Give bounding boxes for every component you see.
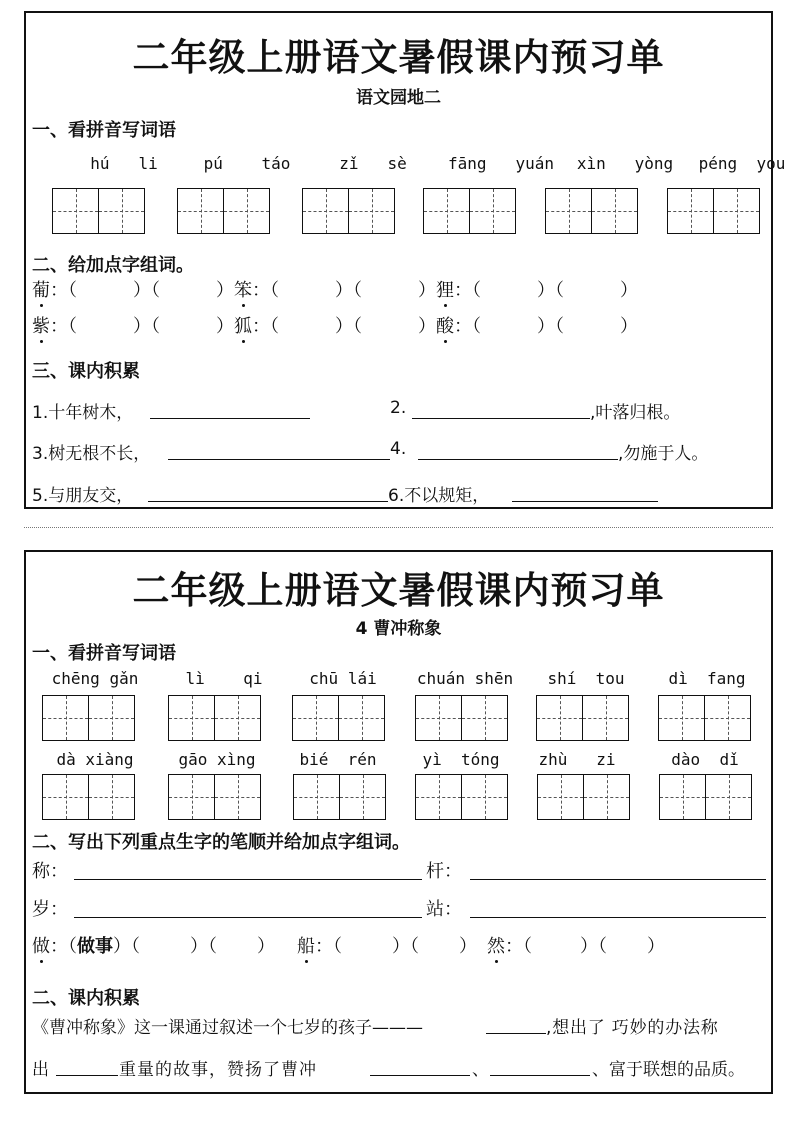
pinyin-label: fāng yuán [448,154,554,173]
section-heading-pinyin: 一、看拼音写词语 [32,120,176,141]
pinyin-label: hú li [90,154,158,173]
section-heading-words: 二、给加点字组词。 [32,255,194,276]
answer-blank[interactable] [150,417,310,419]
dotted-character: 狐 [234,312,252,338]
question-4-number: 4. [390,439,407,459]
answer-blank[interactable] [470,916,766,918]
answer-blank[interactable] [74,878,422,880]
paragraph-separator: 、 [472,1060,489,1080]
dotted-character: 做 [32,932,50,958]
writing-box[interactable] [536,695,629,741]
answer-blank[interactable] [486,1032,546,1034]
dotted-character: 然 [487,932,505,958]
section-heading-accumulation: 三、课内积累 [32,361,140,382]
question-5: 5.与朋友交， [32,486,134,506]
writing-box[interactable] [415,774,508,820]
writing-box[interactable] [42,774,135,820]
writing-box[interactable] [168,774,261,820]
stroke-char-label: 杆： [426,861,462,882]
worksheet-title: 二年级上册语文暑假课内预习单 [132,568,665,612]
cut-line-divider [24,527,773,528]
word-building-row: 葡：（ ）（ ）笨：（ ）（ ）狸：（ ）（ ） [32,276,638,302]
example-answer: 做事 [77,936,113,957]
answer-blank[interactable] [490,1074,590,1076]
dotted-character: 狸 [436,276,454,302]
pinyin-label: dì fang [668,669,746,688]
answer-blank[interactable] [418,458,618,460]
section-heading-pinyin: 一、看拼音写词语 [32,643,176,664]
paragraph-line-2-end: 、富于联想的品质。 [592,1060,745,1080]
pinyin-label: péng you [698,154,786,173]
pinyin-label: yì tóng [422,750,500,769]
worksheet-subtitle: 语文园地二 [356,88,441,108]
dotted-character: 酸 [436,312,454,338]
writing-box[interactable] [293,774,386,820]
question-4-text: ,勿施于人。 [618,444,709,464]
question-2-number: 2. [390,398,407,418]
dotted-character: 紫 [32,312,50,338]
word-building-row: 紫：（ ）（ ）狐：（ ）（ ）酸：（ ）（ ） [32,312,638,338]
question-2-text: ,叶落归根。 [590,403,681,423]
writing-box[interactable] [659,774,752,820]
worksheet-card-2 [24,550,773,1094]
pinyin-label: pú táo [203,154,291,173]
pinyin-label: dà xiàng [56,750,134,769]
writing-box[interactable] [423,188,516,234]
dotted-character: 船 [297,932,315,958]
writing-box[interactable] [292,695,385,741]
worksheet-title: 二年级上册语文暑假课内预习单 [132,35,665,79]
answer-blank[interactable] [56,1074,118,1076]
worksheet-subtitle: 4 曹冲称象 [355,619,442,639]
stroke-char-label: 站： [426,899,462,920]
pinyin-label: chēng gǎn [51,669,139,688]
worksheet-card-1 [24,11,786,509]
pinyin-label: zǐ sè [339,154,407,173]
answer-blank[interactable] [412,417,590,419]
writing-box[interactable] [667,188,760,234]
dotted-character: 葡 [32,276,50,302]
stroke-char-label: 岁： [32,899,68,920]
pinyin-label: zhù zi [538,750,616,769]
pinyin-label: chū lái [309,669,377,688]
section-heading-accumulation: 二、课内积累 [32,988,140,1009]
pinyin-label: shí tou [547,669,625,688]
paragraph-line-1-end: ,想出了 巧妙的办法称 [546,1018,719,1038]
pinyin-label: gāo xìng [178,750,256,769]
writing-box[interactable] [52,188,145,234]
pinyin-label: chuán shēn [416,669,514,688]
word-building-row: 做：（做事）（ ）（ ） 船：（ ）（ ） 然：（ ）（ ） [32,932,665,958]
pinyin-label: bié rén [299,750,377,769]
pinyin-label: lì qi [185,669,263,688]
answer-blank[interactable] [370,1074,470,1076]
paragraph-line-2-mid: 重量的故事，赞扬了曹冲 [119,1060,317,1080]
dotted-character: 笨 [234,276,252,302]
question-1: 1.十年树木， [32,403,134,423]
pinyin-label: dào dǐ [671,750,739,769]
question-3: 3.树无根不长， [32,444,151,464]
question-6: 6.不以规矩， [388,486,490,506]
pinyin-label: xìn yòng [576,154,674,173]
writing-box[interactable] [537,774,630,820]
answer-blank[interactable] [148,500,388,502]
section-heading-stroke-order: 二、写出下列重点生字的笔顺并给加点字组词。 [32,832,410,853]
writing-box[interactable] [177,188,270,234]
writing-box[interactable] [168,695,261,741]
stroke-char-label: 称： [32,861,68,882]
writing-box[interactable] [545,188,638,234]
answer-blank[interactable] [512,500,658,502]
answer-blank[interactable] [74,916,422,918]
writing-box[interactable] [302,188,395,234]
writing-box[interactable] [42,695,135,741]
writing-box[interactable] [658,695,751,741]
answer-blank[interactable] [470,878,766,880]
paragraph-line-1-start: 《曹冲称象》这一课通过叙述一个七岁的孩子——— [32,1018,423,1038]
writing-box[interactable] [415,695,508,741]
paragraph-line-2-start: 出 [32,1060,49,1080]
answer-blank[interactable] [168,458,390,460]
